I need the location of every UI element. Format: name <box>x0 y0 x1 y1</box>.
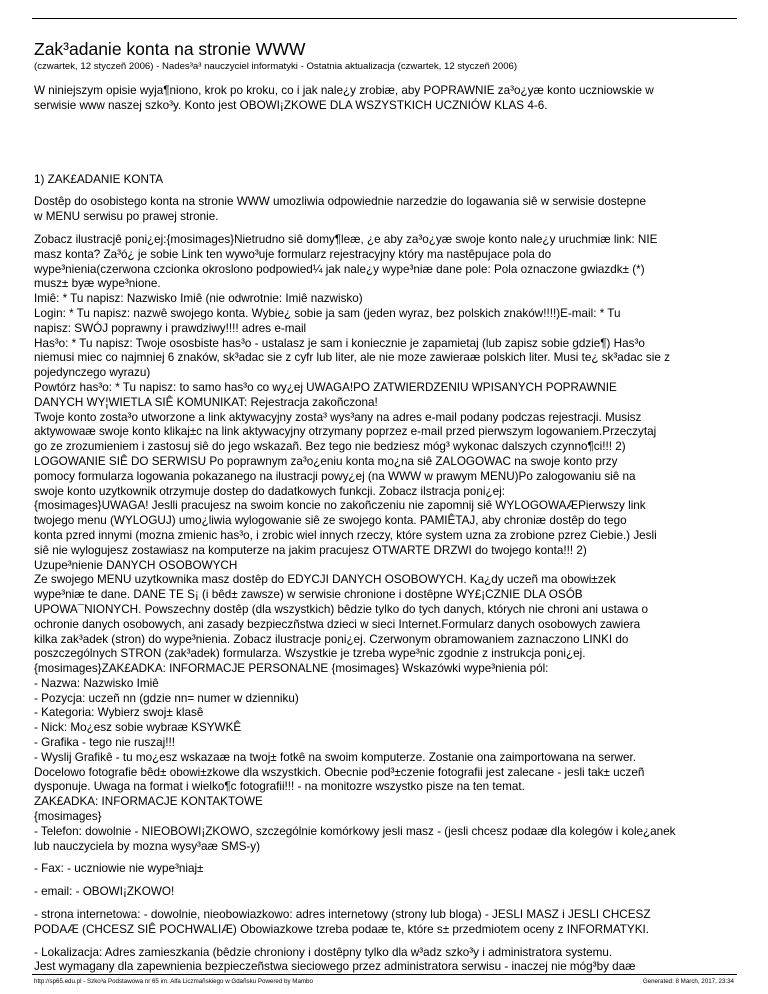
text-line: - Telefon: dowolnie - NIEOBOWI¡ZKOWO, szczególnie komórkowy jesli masz - (jesli chcesz podaæ dla kolegów i kole¿anek <box>34 824 676 838</box>
text-line: Docelowo fotografie bêd± obowi±zkowe dla wszystkich. Obecnie pod³±czenie fotografii jest zalecane - jesli tak± uczeñ <box>34 765 645 779</box>
footer-rule <box>32 974 737 975</box>
article-title: Zak³adanie konta na stronie WWW <box>34 39 306 59</box>
text-line: - Kategoria: Wybierz swoj± klasê <box>34 706 204 720</box>
text-line: - Nazwa: Nazwisko Imiê <box>34 676 159 690</box>
location-paragraph: - Lokalizacja: Adres zamieszkania (bêdzie chroniony i dostêpny tylko dla w³adz szko³y i administratora systemu. Jest wymagany dla zapewnienia bezpieczeñstwa sieciowego przez administratora serwisu - inaczej nie móg³by daæ <box>34 945 636 974</box>
text-line: napisz: SWÓJ poprawny i prawdziwy!!!! adres e-mail <box>34 321 307 335</box>
text-line: LOGOWANIE SIÊ DO SERWISU Po poprawnym za³o¿eniu konta mo¿na siê ZALOGOWAC na swoje konto przy <box>34 454 618 468</box>
article-meta: (czwartek, 12 styczeñ 2006) - Nades³a³ nauczyciel informatyki - Ostatnia aktualizacja (czwartek, 12 styczeñ 2006) <box>34 61 518 72</box>
text-line: pomocy formularza logowania pokazanego na ilustracji powy¿ej (na WWW w prawym MENU)Po zalogowaniu siê na <box>34 469 636 483</box>
text-line: DANYCH WY¦WIETLA SIÊ KOMUNIKAT: Rejestracja zakoñczona! <box>34 395 378 409</box>
article-body <box>34 81 746 975</box>
text-line: niemusi miec co najmniej 6 znaków, sk³adac sie z cyfr lub liter, ale nie moze zawieraæ polskich liter. Musi te¿ sk³adac sie z <box>34 351 670 365</box>
text-line: lub nauczyciela by mozna wysy³aæ SMS-y) <box>34 839 261 853</box>
text-line: ochronie danych osobowych, ani zasady bezpieczñstwa dzieci w sieci Internet.Formularz danych osobowych zawiera <box>34 617 641 631</box>
footer-generated-date: Generated: 8 March, 2017, 23:34 <box>642 978 734 985</box>
text-line: - Pozycja: uczeñ nn (gdzie nn= numer w dzienniku) <box>34 691 299 705</box>
text-line: swoje konto uzytkownik otrzymuje dostep do dadatkowych funkcji. Zobacz ilstracja poni¿ej: <box>34 484 505 498</box>
text-line: wype³nienia(czerwona czcionka okroslono podpowied¼ jak nale¿y wype³niæ dane pole: Pola oznaczone gwiazdk± (*) <box>34 262 645 276</box>
footer-site-info: http://sp65.edu.pl - Szko³a Podstawowa nr 65 im. Alfa Liczmañskiego w Gdañsku Powered by Mambo <box>34 978 313 985</box>
text-line: twojego menu (WYLOGUJ) umo¿liwia wylogowanie siê ze swojego konta. PAMIÊTAJ, aby chroniæ dostêp do tego <box>34 514 627 528</box>
text-line: Has³o: * Tu napisz: Twoje ososbiste has³o - ustalasz je sam i koniecznie je zapamietaj (lub zapisz sobie gdzie¶) Has³o <box>34 336 645 350</box>
text-line: {mosimages} <box>34 810 102 824</box>
text-line: kilka zak³adek (stron) do wype³nienia. Zobacz ilustracje poni¿ej. Czerwonym obramowaniem zaznaczono LINKI do <box>34 632 629 646</box>
email-line: - email: - OBOWI¡ZKOWO! <box>34 885 175 899</box>
text-line: {mosimages}ZAK£ADKA: INFORMACJE PERSONALNE {mosimages} Wskazówki wype³nienia pól: <box>34 662 549 676</box>
text-line: pojedynczego wyrazu) <box>34 366 151 380</box>
text-line: poszczególnych STRON (zak³adek) formularza. Wszystkie je tzreba wype³nic zgodnie z instrukcja poni¿ej. <box>34 647 586 661</box>
text-line: UPOWA¯NIONYCH. Powszechny dostêp (dla wszystkich) bêdzie tylko do tych danych, których nie chroni ani ustawa o <box>34 602 649 616</box>
text-line: Login: * Tu napisz: nazwê swojego konta. Wybie¿ sobie ja sam (jeden wyraz, bez polskich znaków!!!!)E-mail: * Tu <box>34 306 621 320</box>
text-line: Powtórz has³o: * Tu napisz: to samo has³o co wy¿ej UWAGA!PO ZATWIERDZENIU WPISANYCH POPRAWNIE <box>34 380 617 394</box>
text-line: ZAK£ADKA: INFORMACJE KONTAKTOWE <box>34 795 263 809</box>
text-line: wype³niæ te dane. DANE TE S¡ (i bêd± zawsze) w serwisie chronione i dostêpne WY£¡CZNIE DLA OSÓB <box>34 588 583 602</box>
text-line: masz konta? Za³ó¿ je sobie Link ten wywo³uje formularz rejestracyjny który ma nastêpujace pola do <box>34 247 552 261</box>
text-line: - Grafika - tego nie ruszaj!!! <box>34 736 175 750</box>
top-rule <box>32 18 737 19</box>
text-line: siê nie wylogujesz zostawiasz na komputerze na jakim pracujesz OTWARTE DRZWI do twojego konta!!! 2) <box>34 543 587 557</box>
text-line: dysponuje. Uwaga na format i wielko¶c fotografii!!! - na monitozre wszystko pisze na ten temat. <box>34 780 525 794</box>
text-line: - Nick: Mo¿esz sobie wybraæ KSYWKÊ <box>34 721 242 735</box>
text-line: go ze zrozumieniem i zastosuj siê do jego wskazañ. Bez tego nie bedziesz móg³ wykonac dalszych czynno¶ci!!! 2) <box>34 440 626 454</box>
section-heading: 1) ZAK£ADANIE KONTA <box>34 172 164 186</box>
text-line: Twoje konto zosta³o utworzone a link aktywacyjny zosta³ wys³any na adres e-mail podany podczas rejestracji. Musisz <box>34 410 642 424</box>
text-line: konta pzred innymi (mozna zmienic has³o, i zrobic wiel innych rzeczy, które system uzna za zrobione pzrez Ciebie.) Jesli <box>34 528 657 542</box>
text-line: aktywowaæ swoje konto klikaj±c na link aktywacyjny otrzymany poprzez e-mail przed pierwszym logowaniem.Przeczytaj <box>34 425 657 439</box>
website-paragraph: - strona internetowa: - dowolnie, nieobowiazkowo: adres internetowy (strony lub bloga) - JESLI MASZ i JESLI CHCESZ PODAÆ (CHCESZ SIÊ POCHWALIÆ) Obowiazkowe tzreba podaæ te, które s± przedmiotem oceny z INFORMATYKI. <box>34 908 651 936</box>
paragraph-instructions <box>34 233 746 854</box>
text-line: - Wyslij Grafikê - tu mo¿esz wskazaæ na twoj± fotkê na swoim komputerze. Zostanie ona zaimportowana na serwer. <box>34 750 636 764</box>
text-line: Zobacz ilustracjê poni¿ej:{mosimages}Nietrudno siê domy¶leæ, ¿e aby za³o¿yæ swoje konto nale¿y uruchmiæ link: NIE <box>34 232 658 246</box>
text-line: Ze swojego MENU uzytkownika masz dostêp do EDYCJI DANYCH OSOBOWYCH. Ka¿dy uczeñ ma obowi±zek <box>34 573 616 587</box>
paragraph-access: Dostêp do osobistego konta na stronie WWW umozliwia odpowiednie narzedzie do logawania siê w serwisie dostepne w MENU serwisu po prawej stronie. <box>34 195 646 224</box>
text-line: {mosimages}UWAGA! Jeslli pracujesz na swoim koncie no zakoñczeniu nie zapomnij siê WYLOGOWAÆPierwszy link <box>34 499 646 513</box>
text-line: Imiê: * Tu napisz: Nazwisko Imiê (nie odwrotnie: Imiê nazwisko) <box>34 292 363 306</box>
text-line: musz± byæ wype³nione. <box>34 277 161 291</box>
fax-line: - Fax: - uczniowie nie wype³niaj± <box>34 862 204 876</box>
intro-paragraph: W niniejszym opisie wyja¶niono, krok po kroku, co i jak nale¿y zrobiæ, aby POPRAWNIE za³o¿yæ konto uczniowskie w serwisie www naszej szko³y. Konto jest OBOWI¡ZKOWE DLA WSZYSTKICH UCZNIÓW KLAS 4-6. <box>34 84 654 112</box>
text-line: Uzupe³nienie DANYCH OSOBOWYCH <box>34 558 238 572</box>
